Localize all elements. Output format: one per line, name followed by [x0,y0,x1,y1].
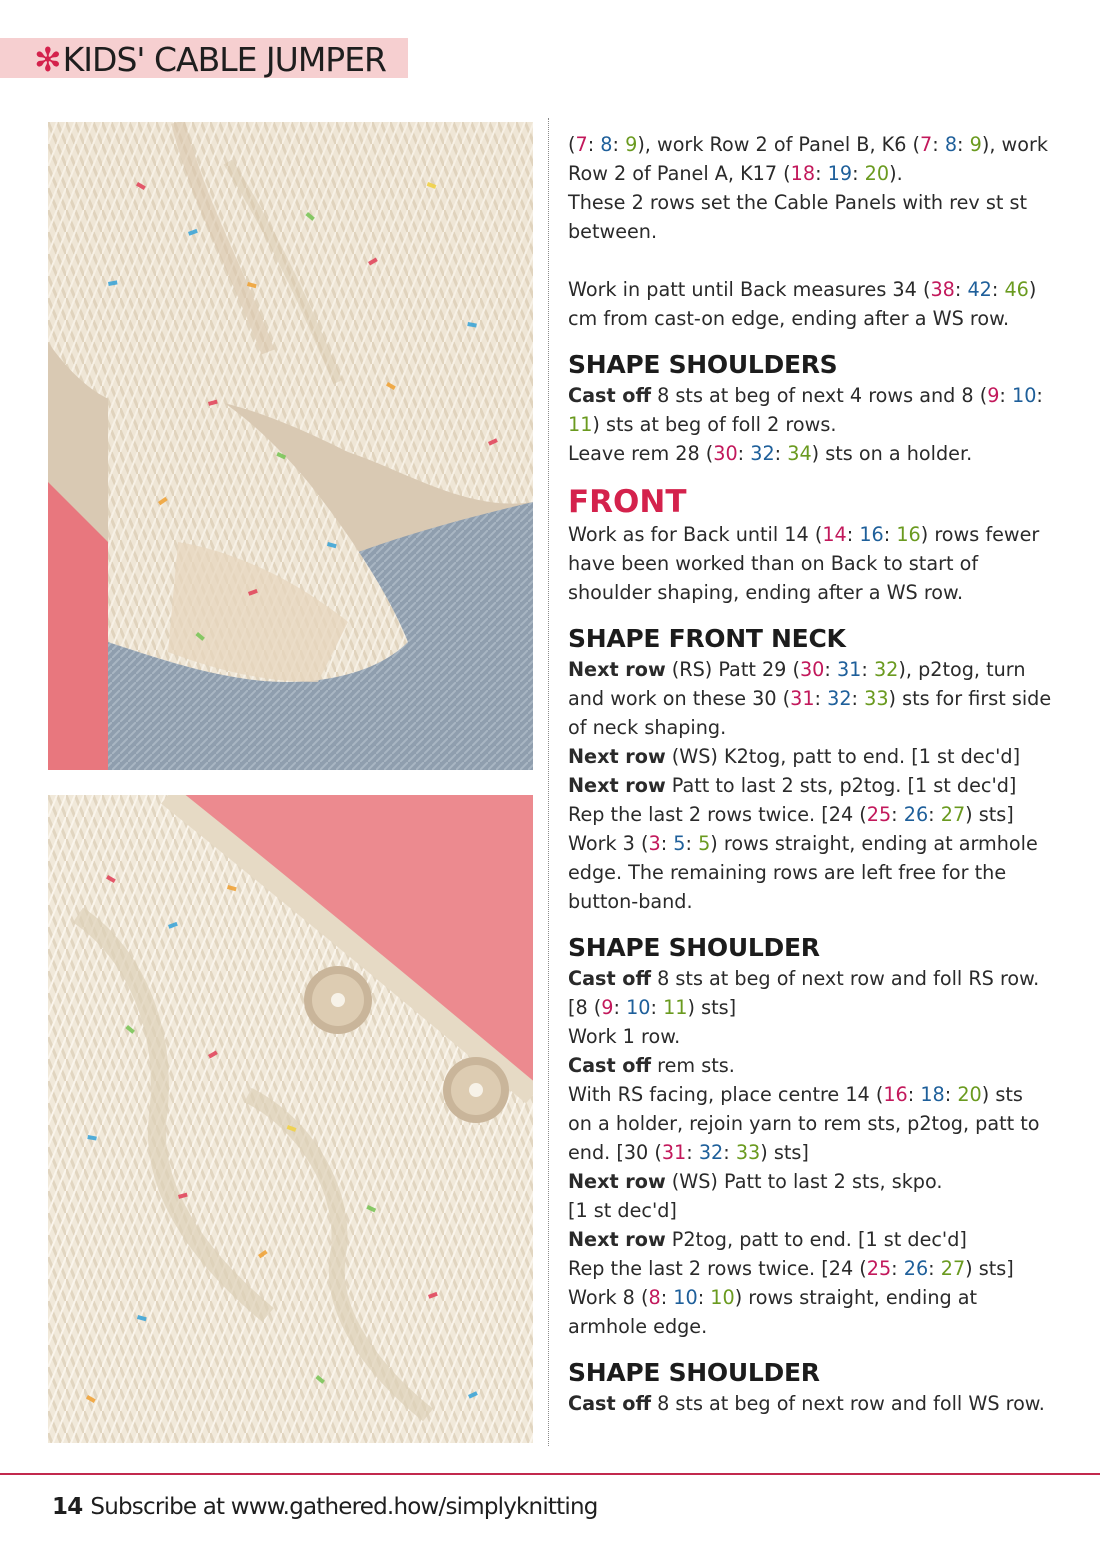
text-line: of neck shaping. [568,716,727,739]
text-line: Work 8 (8: 10: 10) rows straight, ending at [568,1286,978,1309]
text-line: Work as for Back until 14 (14: 16: 16) rows fewer [568,523,1040,546]
footer-rule [0,1473,1100,1475]
section-heading: SHAPE SHOULDERS [568,350,838,379]
text-line: between. [568,220,658,243]
text-line: These 2 rows set the Cable Panels with rev st st [568,191,1027,214]
text-line: (7: 8: 9), work Row 2 of Panel B, K6 (7: 8: 9), work [568,133,1048,156]
section-shape-shoulders [568,349,1068,468]
text-line: armhole edge. [568,1315,708,1338]
text-line: shoulder shaping, ending after a WS row. [568,581,964,604]
text-line: Leave rem 28 (30: 32: 34) sts on a holder. [568,442,973,465]
section-heading: SHAPE FRONT NECK [568,624,846,653]
text-line: have been worked than on Back to start of [568,552,979,575]
text-line: Rep the last 2 rows twice. [24 (25: 26: 27) sts] [568,803,1014,826]
button-2 [443,1057,509,1123]
section-heading: SHAPE SHOULDER [568,1358,820,1387]
back-continued [568,130,1068,333]
section-shape-shoulder-1 [568,932,1068,1341]
photo-shoulder-buttons [48,795,533,1443]
text-line: Rep the last 2 rows twice. [24 (25: 26: 27) sts] [568,1257,1014,1280]
text-line: end. [30 (31: 32: 33) sts] [568,1141,809,1164]
page-footer [52,1494,598,1520]
column-divider [548,118,549,1446]
section-shape-shoulder-2 [568,1357,1068,1418]
section-heading: SHAPE SHOULDER [568,933,820,962]
section-heading-front: FRONT [568,484,687,520]
text-line: Next row (WS) Patt to last 2 sts, skpo. [568,1170,943,1193]
photo-sleeve-cuff [48,122,533,770]
text-line: Cast off rem sts. [568,1054,735,1077]
text-line: Work in patt until Back measures 34 (38: 42: 46) [568,278,1037,301]
section-front [568,484,1068,607]
page-title: KIDS' CABLE JUMPER [62,40,386,79]
text-line: button-band. [568,890,693,913]
page-header [34,40,386,80]
subscribe-link[interactable]: Subscribe at www.gathered.how/simplyknitting [90,1494,598,1520]
text-line: Next row (RS) Patt 29 (30: 31: 32), p2tog, turn [568,658,1026,681]
text-line: Cast off 8 sts at beg of next row and foll WS row. [568,1392,1045,1415]
button-1 [304,966,372,1034]
text-line: and work on these 30 (31: 32: 33) sts for first side [568,687,1052,710]
pattern-instructions [568,130,1068,1418]
text-line: Work 3 (3: 5: 5) rows straight, ending at armhole [568,832,1038,855]
text-line: Next row P2tog, patt to end. [1 st dec'd] [568,1228,967,1251]
text-line: Cast off 8 sts at beg of next 4 rows and 8 (9: 10: [568,384,1043,407]
asterisk-icon: ✻ [34,40,61,79]
text-line: Cast off 8 sts at beg of next row and foll RS row. [568,967,1040,990]
text-line: Next row (WS) K2tog, patt to end. [1 st dec'd] [568,745,1021,768]
text-line: cm from cast-on edge, ending after a WS row. [568,307,1010,330]
section-shape-front-neck [568,623,1068,916]
text-line: edge. The remaining rows are left free for the [568,861,1007,884]
text-line: Next row Patt to last 2 sts, p2tog. [1 st dec'd] [568,774,1017,797]
text-line: 11) sts at beg of foll 2 rows. [568,413,837,436]
text-line: Row 2 of Panel A, K17 (18: 19: 20). [568,162,903,185]
text-line: [8 (9: 10: 11) sts] [568,996,737,1019]
page-number: 14 [52,1494,83,1520]
text-line: Work 1 row. [568,1025,681,1048]
text-line: on a holder, rejoin yarn to rem sts, p2tog, patt to [568,1112,1040,1135]
text-line: With RS facing, place centre 14 (16: 18: 20) sts [568,1083,1023,1106]
text-line: [1 st dec'd] [568,1199,677,1222]
